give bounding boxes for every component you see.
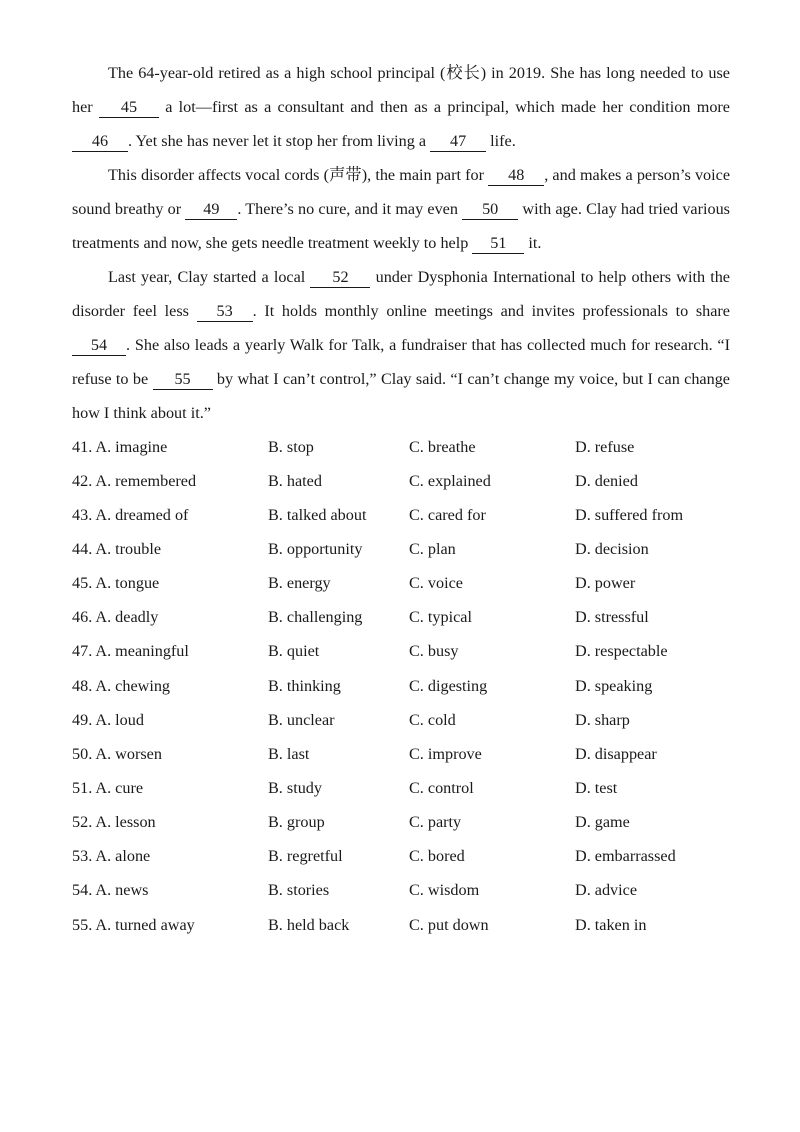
option-row-46 <box>72 601 730 635</box>
option-row-44 <box>72 532 730 566</box>
option-c: C. cold <box>409 710 456 729</box>
option-a: 43. A. dreamed of <box>72 505 189 524</box>
blank-49: 49 <box>185 199 237 220</box>
option-row-43 <box>72 498 730 532</box>
option-a: 45. A. tongue <box>72 574 160 593</box>
option-b: B. last <box>268 744 310 763</box>
blank-55: 55 <box>153 369 213 390</box>
option-c: C. cared for <box>409 505 486 524</box>
option-d: D. sharp <box>575 710 630 729</box>
option-row-50 <box>72 737 730 771</box>
option-a: 54. A. news <box>72 881 149 900</box>
option-b: B. stop <box>268 437 314 456</box>
option-row-54 <box>72 874 730 908</box>
passage-text: This disorder affects vocal cords (声带), the main part for <box>108 166 489 184</box>
passage-text: Last year, Clay started a local <box>108 268 311 286</box>
option-c: C. party <box>409 813 462 832</box>
option-row-49 <box>72 703 730 737</box>
option-a: 51. A. cure <box>72 778 144 797</box>
option-d: D. decision <box>575 539 649 558</box>
option-d: D. refuse <box>575 437 635 456</box>
passage-text: it. <box>524 234 542 252</box>
option-b: B. talked about <box>268 505 367 524</box>
option-row-42 <box>72 464 730 498</box>
option-c: C. bored <box>409 847 465 866</box>
option-b: B. held back <box>268 915 350 934</box>
option-c: C. wisdom <box>409 881 480 900</box>
passage-text: with age. Clay had tried various treatments and now, she gets needle treatment weekly to help <box>72 200 730 252</box>
option-c: C. explained <box>409 471 491 490</box>
option-d: D. advice <box>575 881 638 900</box>
option-a: 46. A. deadly <box>72 608 159 627</box>
blank-51: 51 <box>472 233 524 254</box>
option-row-45 <box>72 567 730 601</box>
option-b: B. unclear <box>268 710 335 729</box>
answer-options <box>72 430 730 942</box>
option-d: D. power <box>575 574 636 593</box>
option-d: D. speaking <box>575 676 653 695</box>
option-b: B. regretful <box>268 847 343 866</box>
passage-paragraph-2 <box>72 158 730 260</box>
option-c: C. plan <box>409 539 456 558</box>
option-b: B. energy <box>268 574 331 593</box>
option-c: C. digesting <box>409 676 488 695</box>
option-b: B. stories <box>268 881 330 900</box>
option-c: C. busy <box>409 642 459 661</box>
option-a: 55. A. turned away <box>72 915 195 934</box>
option-a: 50. A. worsen <box>72 744 162 763</box>
option-c: C. breathe <box>409 437 476 456</box>
option-d: D. test <box>575 778 618 797</box>
option-c: C. typical <box>409 608 472 627</box>
option-b: B. study <box>268 778 322 797</box>
blank-54: 54 <box>72 335 126 356</box>
option-row-55 <box>72 908 730 942</box>
option-a: 52. A. lesson <box>72 813 156 832</box>
passage-text: under Dysphonia International to help others with the disorder feel less <box>72 268 730 320</box>
option-row-47 <box>72 635 730 669</box>
passage-text: The 64-year-old retired as a high school principal (校长) in 2019. She has long needed to use her <box>72 64 730 116</box>
passage-text: . It holds monthly online meetings and invites professionals to share <box>252 302 730 320</box>
option-c: C. voice <box>409 574 463 593</box>
passage-text: , and makes a person’s voice sound breathy or <box>72 166 731 218</box>
exam-page <box>72 56 730 942</box>
option-d: D. denied <box>575 471 638 490</box>
option-d: D. embarrassed <box>575 847 676 866</box>
passage-text: . She also leads a yearly Walk for Talk, a fundraiser that has collected much for research. “I refuse to be <box>72 336 730 388</box>
option-d: D. stressful <box>575 608 649 627</box>
option-d: D. respectable <box>575 642 668 661</box>
option-row-48 <box>72 669 730 703</box>
option-c: C. improve <box>409 744 482 763</box>
passage-text: . There’s no cure, and it may even <box>237 200 463 218</box>
passage-paragraph-1 <box>72 56 730 158</box>
option-c: C. control <box>409 778 474 797</box>
blank-47: 47 <box>430 131 486 152</box>
option-a: 49. A. loud <box>72 710 144 729</box>
passage-text: a lot—first as a consultant and then as a principal, which made her condition more <box>158 98 730 116</box>
option-a: 41. A. imagine <box>72 437 168 456</box>
option-row-41 <box>72 430 730 464</box>
option-a: 47. A. meaningful <box>72 642 189 661</box>
blank-48: 48 <box>488 165 544 186</box>
blank-46: 46 <box>72 131 128 152</box>
blank-52: 52 <box>310 267 370 288</box>
option-d: D. game <box>575 813 630 832</box>
blank-53: 53 <box>197 301 253 322</box>
blank-45: 45 <box>99 97 159 118</box>
option-a: 53. A. alone <box>72 847 151 866</box>
option-a: 42. A. remembered <box>72 471 197 490</box>
option-d: D. suffered from <box>575 505 684 524</box>
passage-paragraph-3 <box>72 260 730 430</box>
option-a: 44. A. trouble <box>72 539 162 558</box>
option-d: D. taken in <box>575 915 647 934</box>
option-b: B. group <box>268 813 325 832</box>
passage-text: . Yet she has never let it stop her from living a <box>128 132 431 150</box>
passage-text: life. <box>486 132 516 150</box>
option-b: B. thinking <box>268 676 341 695</box>
option-d: D. disappear <box>575 744 657 763</box>
option-b: B. quiet <box>268 642 320 661</box>
option-c: C. put down <box>409 915 489 934</box>
option-a: 48. A. chewing <box>72 676 171 695</box>
option-b: B. opportunity <box>268 539 363 558</box>
option-row-51 <box>72 771 730 805</box>
passage-text: by what I can’t control,” Clay said. “I can’t change my voice, but I can change how I think about it.” <box>72 370 730 422</box>
option-row-52 <box>72 806 730 840</box>
blank-50: 50 <box>462 199 518 220</box>
option-b: B. challenging <box>268 608 363 627</box>
option-row-53 <box>72 840 730 874</box>
option-b: B. hated <box>268 471 322 490</box>
